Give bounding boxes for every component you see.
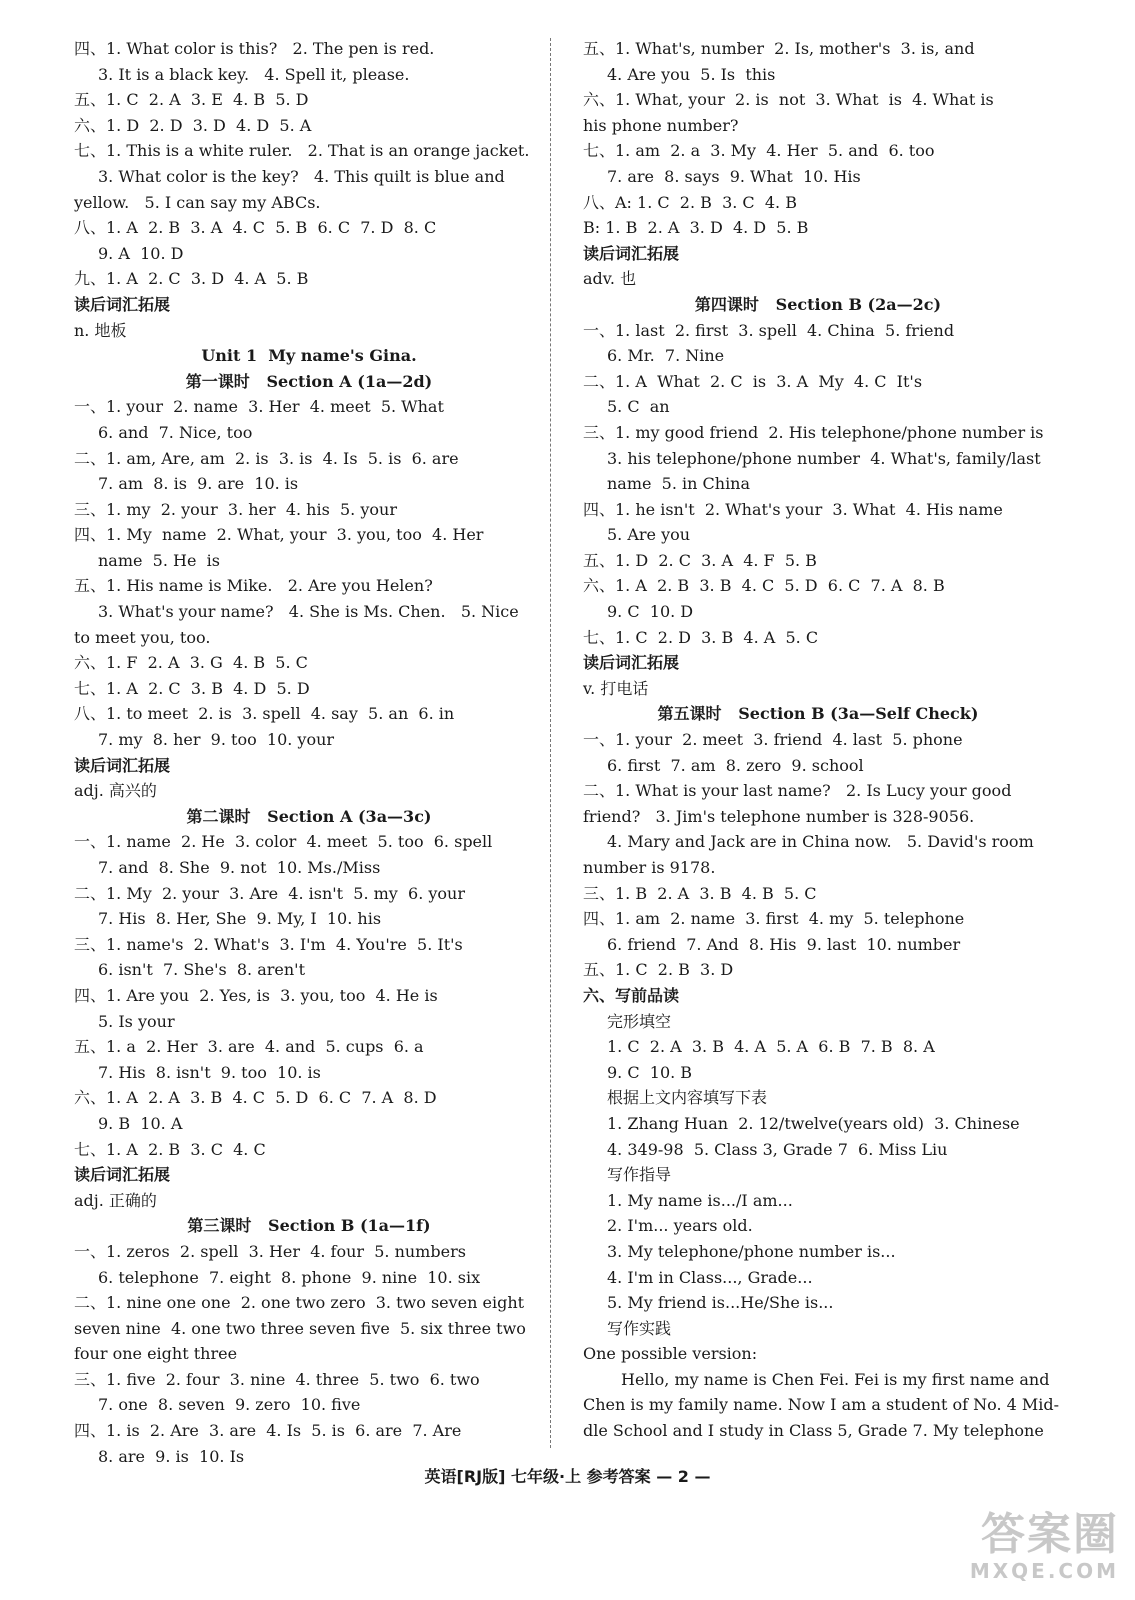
- answer-line: 五、1. D 2. C 3. A 4. F 5. B: [583, 550, 817, 570]
- answer-line: 5. My friend is...He/She is...: [607, 1293, 834, 1313]
- answer-line: 9. B 10. A: [98, 1113, 183, 1133]
- answer-line: 三、1. name's 2. What's 3. I'm 4. You're 5. It's: [74, 934, 463, 954]
- answer-line: 3. It is a black key. 4. Spell it, please.: [98, 64, 410, 84]
- section-heading: Unit 1 My name's Gina.: [201, 346, 417, 366]
- answer-line: 6. first 7. am 8. zero 9. school: [607, 755, 864, 775]
- answer-line: 六、1. A 2. A 3. B 4. C 5. D 6. C 7. A 8. D: [74, 1088, 437, 1108]
- answer-line: yellow. 5. I can say my ABCs.: [74, 192, 321, 212]
- answer-line: 完形填空: [607, 1011, 672, 1031]
- answer-line: 5. C an: [607, 397, 670, 417]
- answer-line: 六、1. A 2. B 3. B 4. C 5. D 6. C 7. A 8. B: [583, 576, 945, 596]
- answer-line: 3. What color is the key? 4. This quilt is blue and: [98, 166, 505, 186]
- answer-line: 9. A 10. D: [98, 243, 184, 263]
- answer-line: 二、1. am, Are, am 2. is 3. is 4. Is 5. is 6. are: [74, 448, 459, 468]
- answer-line: 二、1. What is your last name? 2. Is Lucy your good: [583, 781, 1012, 801]
- answer-line: his phone number?: [583, 115, 739, 135]
- answer-line: friend? 3. Jim's telephone number is 328-9056.: [583, 806, 975, 826]
- answer-line: 9. C 10. B: [607, 1062, 693, 1082]
- answer-line: 七、1. am 2. a 3. My 4. Her 5. and 6. too: [583, 141, 935, 161]
- answer-line: 一、1. zeros 2. spell 3. Her 4. four 5. numbers: [74, 1241, 466, 1261]
- answer-line: v. 打电话: [583, 678, 649, 698]
- answer-line: 5. Is your: [98, 1011, 175, 1031]
- answer-line: 四、1. Are you 2. Yes, is 3. you, too 4. He is: [74, 985, 438, 1005]
- answer-line: 7. am 8. is 9. are 10. is: [98, 474, 299, 494]
- answer-line: 六、1. F 2. A 3. G 4. B 5. C: [74, 653, 308, 673]
- answer-line: 七、1. C 2. D 3. B 4. A 5. C: [583, 627, 819, 647]
- answer-line: 五、1. What's, number 2. Is, mother's 3. is, and: [583, 39, 975, 58]
- answer-line: 二、1. My 2. your 3. Are 4. isn't 5. my 6. your: [74, 883, 465, 903]
- answer-line: 七、1. A 2. B 3. C 4. C: [74, 1139, 266, 1159]
- column-divider: [550, 38, 551, 1448]
- answer-line: 一、1. your 2. name 3. Her 4. meet 5. What: [74, 397, 444, 417]
- answer-line: 六、1. D 2. D 3. D 4. D 5. A: [74, 115, 312, 135]
- answer-line: 6. and 7. Nice, too: [98, 422, 253, 442]
- answer-line: 五、1. a 2. Her 3. are 4. and 5. cups 6. a: [74, 1037, 424, 1057]
- answer-line: 6. telephone 7. eight 8. phone 9. nine 10. six: [98, 1267, 481, 1287]
- answer-line: Chen is my family name. Now I am a student of No. 4 Mid-: [583, 1395, 1060, 1415]
- answer-line: 3. My telephone/phone number is...: [607, 1241, 896, 1261]
- answer-line: to meet you, too.: [74, 627, 211, 647]
- answer-line: 八、A: 1. C 2. B 3. C 4. B: [583, 192, 797, 212]
- answer-line: 4. I'm in Class..., Grade...: [607, 1267, 813, 1287]
- answer-line: 7. His 8. isn't 9. too 10. is: [98, 1062, 321, 1082]
- answer-line: Hello, my name is Chen Fei. Fei is my first name and: [621, 1369, 1050, 1389]
- answer-line: 8. are 9. is 10. Is: [98, 1446, 245, 1466]
- answer-line: adj. 正确的: [74, 1190, 157, 1210]
- answer-line: 6. Mr. 7. Nine: [607, 346, 725, 366]
- answer-line: dle School and I study in Class 5, Grade 7. My telephone: [583, 1421, 1044, 1441]
- answer-line: seven nine 4. one two three seven five 5. six three two: [74, 1318, 526, 1338]
- answer-line: 写作指导: [607, 1165, 672, 1185]
- left-column: [74, 36, 544, 1469]
- watermark-text: 答案圈: [981, 1509, 1119, 1560]
- answer-line: 4. Mary and Jack are in China now. 5. David's room: [607, 832, 1034, 852]
- answer-line: 七、1. This is a white ruler. 2. That is an orange jacket.: [74, 141, 530, 161]
- answer-line: 写作实践: [607, 1318, 672, 1338]
- answer-line: 1. C 2. A 3. B 4. A 5. A 6. B 7. B 8. A: [607, 1037, 935, 1057]
- answer-line: 4. Are you 5. Is this: [607, 64, 776, 84]
- answer-line: 3. What's your name? 4. She is Ms. Chen. 5. Nice: [98, 602, 519, 622]
- section-heading: 第三课时 Section B (1a—1f): [187, 1216, 431, 1236]
- answer-line: 6. isn't 7. She's 8. aren't: [98, 960, 305, 980]
- answer-line: 7. and 8. She 9. not 10. Ms./Miss: [98, 858, 381, 877]
- answer-line: 六、1. What, your 2. is not 3. What is 4. What is: [583, 90, 994, 110]
- answer-line: 1. My name is.../I am...: [607, 1190, 793, 1210]
- answer-line: One possible version:: [583, 1344, 758, 1364]
- answer-line: 二、1. nine one one 2. one two zero 3. two seven eight: [74, 1293, 525, 1313]
- answer-line: 1. Zhang Huan 2. 12/twelve(years old) 3. Chinese: [607, 1113, 1020, 1133]
- section-heading: 第一课时 Section A (1a—2d): [185, 371, 433, 391]
- answer-line: B: 1. B 2. A 3. D 4. D 5. B: [583, 218, 809, 238]
- answer-line: 2. I'm... years old.: [607, 1216, 753, 1236]
- answer-line: adv. 也: [583, 269, 637, 289]
- answer-line: 一、1. name 2. He 3. color 4. meet 5. too 6. spell: [74, 832, 493, 852]
- section-heading: 第二课时 Section A (3a—3c): [186, 806, 432, 826]
- answer-line: 八、1. A 2. B 3. A 4. C 5. B 6. C 7. D 8. C: [74, 218, 437, 238]
- answer-line: 四、1. What color is this? 2. The pen is red.: [74, 39, 435, 58]
- answer-line: 四、1. he isn't 2. What's your 3. What 4. His name: [583, 499, 1003, 519]
- answer-line: 四、1. is 2. Are 3. are 4. Is 5. is 6. are 7. Are: [74, 1421, 462, 1441]
- page-footer: 英语[RJ版] 七年级·上 参考答案 — 2 —: [424, 1467, 711, 1486]
- section-heading: 第五课时 Section B (3a—Self Check): [657, 704, 979, 724]
- subsection-label: 读后词汇拓展: [74, 1165, 171, 1185]
- watermark-url: MXQE.COM: [969, 1559, 1119, 1583]
- answer-line: number is 9178.: [583, 858, 716, 877]
- subsection-label: 六、写前品读: [583, 985, 680, 1005]
- answer-line: 三、1. B 2. A 3. B 4. B 5. C: [583, 883, 817, 903]
- answer-line: n. 地板: [74, 320, 127, 340]
- subsection-label: 读后词汇拓展: [583, 243, 680, 263]
- answer-line: 一、1. last 2. first 3. spell 4. China 5. friend: [583, 320, 955, 340]
- answer-line: 九、1. A 2. C 3. D 4. A 5. B: [74, 269, 309, 289]
- answer-line: 7. my 8. her 9. too 10. your: [98, 730, 335, 750]
- answer-line: 三、1. my good friend 2. His telephone/phone number is: [583, 422, 1044, 442]
- answer-line: 三、1. five 2. four 3. nine 4. three 5. two 6. two: [74, 1369, 480, 1389]
- answer-line: 7. one 8. seven 9. zero 10. five: [98, 1395, 361, 1415]
- answer-line: 一、1. your 2. meet 3. friend 4. last 5. phone: [583, 730, 963, 750]
- subsection-label: 读后词汇拓展: [74, 294, 171, 314]
- answer-line: 五、1. His name is Mike. 2. Are you Helen?: [74, 576, 433, 596]
- answer-line: 四、1. am 2. name 3. first 4. my 5. telephone: [583, 909, 965, 929]
- answer-line: name 5. in China: [607, 474, 751, 494]
- answer-line: 三、1. my 2. your 3. her 4. his 5. your: [74, 499, 397, 519]
- answer-line: 八、1. to meet 2. is 3. spell 4. say 5. an 6. in: [74, 704, 455, 724]
- watermark-logo: [949, 1510, 1119, 1590]
- answer-line: name 5. He is: [98, 550, 220, 570]
- answer-line: 7. His 8. Her, She 9. My, I 10. his: [98, 909, 382, 929]
- answer-line: 3. his telephone/phone number 4. What's, family/last: [607, 448, 1041, 468]
- answer-line: 7. are 8. says 9. What 10. His: [607, 166, 861, 186]
- subsection-label: 读后词汇拓展: [74, 755, 171, 775]
- answer-line: 五、1. C 2. A 3. E 4. B 5. D: [74, 90, 309, 110]
- answer-line: four one eight three: [74, 1344, 238, 1364]
- answer-line: 5. Are you: [607, 525, 691, 545]
- right-column: [583, 36, 1060, 1444]
- answer-line: 四、1. My name 2. What, your 3. you, too 4. Her: [74, 525, 484, 545]
- answer-line: 4. 349-98 5. Class 3, Grade 7 6. Miss Liu: [607, 1139, 948, 1159]
- answer-line: 9. C 10. D: [607, 602, 694, 622]
- section-heading: 第四课时 Section B (2a—2c): [694, 294, 942, 314]
- answer-line: 五、1. C 2. B 3. D: [583, 960, 734, 980]
- answer-line: 根据上文内容填写下表: [607, 1088, 768, 1108]
- subsection-label: 读后词汇拓展: [583, 653, 680, 673]
- answer-line: 二、1. A What 2. C is 3. A My 4. C It's: [583, 371, 923, 391]
- answer-line: 6. friend 7. And 8. His 9. last 10. number: [607, 934, 961, 954]
- answer-line: adj. 高兴的: [74, 781, 157, 801]
- answer-line: 七、1. A 2. C 3. B 4. D 5. D: [74, 678, 310, 698]
